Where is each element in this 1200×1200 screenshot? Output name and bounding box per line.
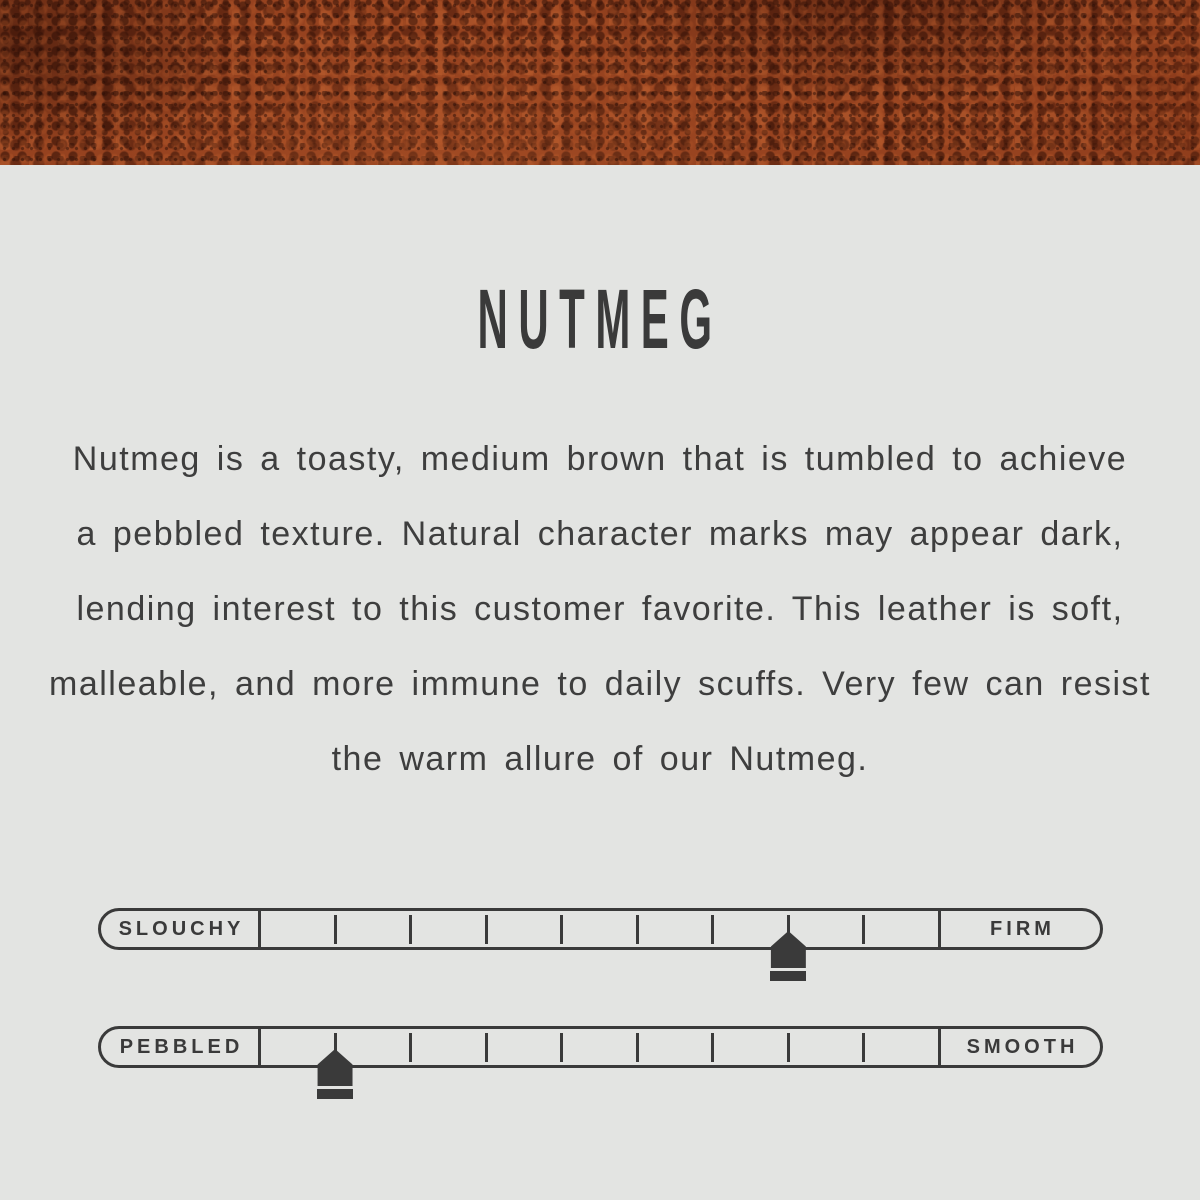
description-line: the warm allure of our Nutmeg.: [331, 740, 869, 778]
scale-right-label: FIRM: [990, 917, 1055, 940]
marker-base: [770, 971, 806, 981]
scale-tick: [711, 1033, 714, 1062]
scale-tick: [636, 1033, 639, 1062]
scale-tick: [711, 915, 714, 944]
scale-tick: [560, 1033, 563, 1062]
scale-divider: [258, 908, 261, 950]
marker-base: [317, 1089, 353, 1099]
texture-scale: [98, 1026, 1103, 1068]
scale-left-label: PEBBLED: [119, 1035, 244, 1058]
scale-left-label: SLOUCHY: [118, 917, 245, 940]
page-title: NUTMEG: [477, 272, 723, 366]
scale-divider: [258, 1026, 261, 1068]
scale-tick: [636, 915, 639, 944]
scale-right-label: SMOOTH: [966, 1035, 1079, 1058]
texture-marker-icon: [316, 1049, 354, 1099]
description-line: lending interest to this customer favorite. This leather is soft,: [76, 590, 1124, 628]
scale-tick: [409, 1033, 412, 1062]
scale-tick: [862, 915, 865, 944]
scale-tick: [485, 1033, 488, 1062]
scale-tick: [485, 915, 488, 944]
marker-pointer: [769, 931, 807, 968]
firmness-scale: [98, 908, 1103, 950]
leather-texture-image: [0, 0, 1200, 165]
scale-tick: [862, 1033, 865, 1062]
marker-pointer: [316, 1049, 354, 1086]
scale-tick: [787, 1033, 790, 1062]
description-line: malleable, and more immune to daily scuffs. Very few can resist: [49, 665, 1151, 703]
scale-divider: [938, 1026, 941, 1068]
scale-tick: [409, 915, 412, 944]
description-line: Nutmeg is a toasty, medium brown that is tumbled to achieve: [72, 440, 1128, 478]
scale-divider: [938, 908, 941, 950]
leather-description: [0, 422, 1200, 797]
firmness-marker-icon: [769, 931, 807, 981]
scale-tick: [334, 915, 337, 944]
page-title-row: [0, 272, 1200, 386]
scale-tick: [560, 915, 563, 944]
description-line: a pebbled texture. Natural character marks may appear dark,: [76, 515, 1124, 553]
leather-grain-overlay: [0, 0, 1200, 165]
